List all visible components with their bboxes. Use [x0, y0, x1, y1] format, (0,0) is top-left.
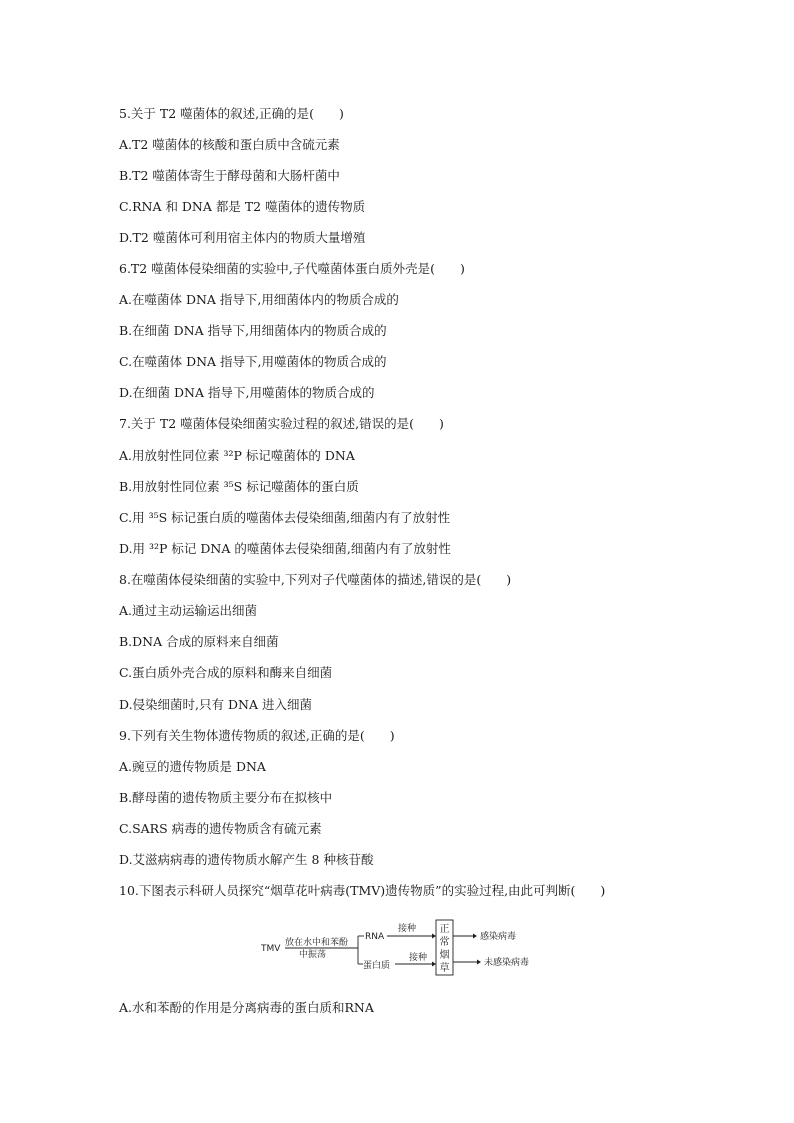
diagram-infected-label: 感染病毒 [480, 932, 517, 942]
question-9-option-a: A.豌豆的遗传物质是 DNA [119, 759, 266, 774]
diagram-protein-label: 蛋白质 [363, 961, 391, 971]
question-7-option-c: C.用 ³⁵S 标记蛋白质的噬菌体去侵染细菌,细菌内有了放射性 [119, 510, 451, 525]
diagram-inoculate-bottom: 接种 [409, 953, 428, 963]
question-6-option-c: C.在噬菌体 DNA 指导下,用噬菌体的物质合成的 [119, 354, 387, 369]
diagram-not-infected-label: 未感染病毒 [484, 958, 530, 968]
diagram-process-line1: 放在水中和苯酚 [285, 938, 349, 948]
question-5-option-c: C.RNA 和 DNA 都是 T2 噬菌体的遗传物质 [119, 199, 366, 214]
question-7-stem: 7.关于 T2 噬菌体侵染细菌实验过程的叙述,错误的是( ) [119, 416, 444, 431]
question-10-option-a: A.水和苯酚的作用是分离病毒的蛋白质和RNA [119, 1000, 374, 1015]
question-8-option-c: C.蛋白质外壳合成的原料和酶来自细菌 [119, 665, 333, 680]
diagram-tmv-label: TMV [261, 944, 281, 954]
question-7-option-b: B.用放射性同位素 ³⁵S 标记噬菌体的蛋白质 [119, 479, 359, 494]
question-6-option-d: D.在细菌 DNA 指导下,用噬菌体的物质合成的 [119, 385, 375, 400]
diagram-inoculate-top: 接种 [398, 924, 417, 934]
diagram-arrowhead-protein [432, 962, 436, 967]
question-8-option-b: B.DNA 合成的原料来自细菌 [119, 634, 279, 649]
diagram-arrowhead-infected [473, 934, 477, 939]
question-9-stem: 9.下列有关生物体遗传物质的叙述,正确的是( ) [119, 728, 395, 743]
question-9-option-c: C.SARS 病毒的遗传物质含有硫元素 [119, 821, 322, 836]
diagram-tobacco-char-4: 草 [439, 963, 450, 974]
question-9-option-b: B.酵母菌的遗传物质主要分布在拟核中 [119, 790, 333, 805]
diagram-arrowhead-not-infected [477, 960, 481, 965]
diagram-process-line2: 中振荡 [299, 950, 327, 960]
question-5-stem: 5.关于 T2 噬菌体的叙述,正确的是( ) [119, 106, 344, 121]
question-8-option-a: A.通过主动运输运出细菌 [119, 603, 258, 618]
question-8-option-d: D.侵染细菌时,只有 DNA 进入细菌 [119, 697, 312, 712]
question-8-stem: 8.在噬菌体侵染细菌的实验中,下列对子代噬菌体的描述,错误的是( ) [119, 572, 512, 587]
question-7-option-a: A.用放射性同位素 ³²P 标记噬菌体的 DNA [119, 448, 355, 463]
question-5-option-d: D.T2 噬菌体可利用宿主体内的物质大量增殖 [119, 230, 366, 245]
diagram-tobacco-char-3: 烟 [439, 950, 450, 961]
tmv-experiment-diagram [258, 917, 548, 979]
diagram-rna-label: RNA [365, 932, 385, 942]
diagram-arrowhead-rna [432, 934, 436, 939]
question-7-option-d: D.用 ³²P 标记 DNA 的噬菌体去侵染细菌,细菌内有了放射性 [119, 541, 451, 556]
question-5-option-b: B.T2 噬菌体寄生于酵母菌和大肠杆菌中 [119, 168, 340, 183]
question-10-stem: 10.下图表示科研人员探究“烟草花叶病毒(TMV)遗传物质”的实验过程,由此可判断( ) [119, 883, 606, 898]
question-9-option-d: D.艾滋病病毒的遗传物质水解产生 8 种核苷酸 [119, 852, 374, 867]
question-6-option-b: B.在细菌 DNA 指导下,用细菌体内的物质合成的 [119, 323, 387, 338]
question-5-option-a: A.T2 噬菌体的核酸和蛋白质中含硫元素 [119, 137, 340, 152]
diagram-tobacco-char-1: 正 [439, 924, 450, 935]
question-6-stem: 6.T2 噬菌体侵染细菌的实验中,子代噬菌体蛋白质外壳是( ) [119, 261, 465, 276]
question-6-option-a: A.在噬菌体 DNA 指导下,用细菌体内的物质合成的 [119, 292, 399, 307]
diagram-tobacco-char-2: 常 [439, 937, 450, 948]
